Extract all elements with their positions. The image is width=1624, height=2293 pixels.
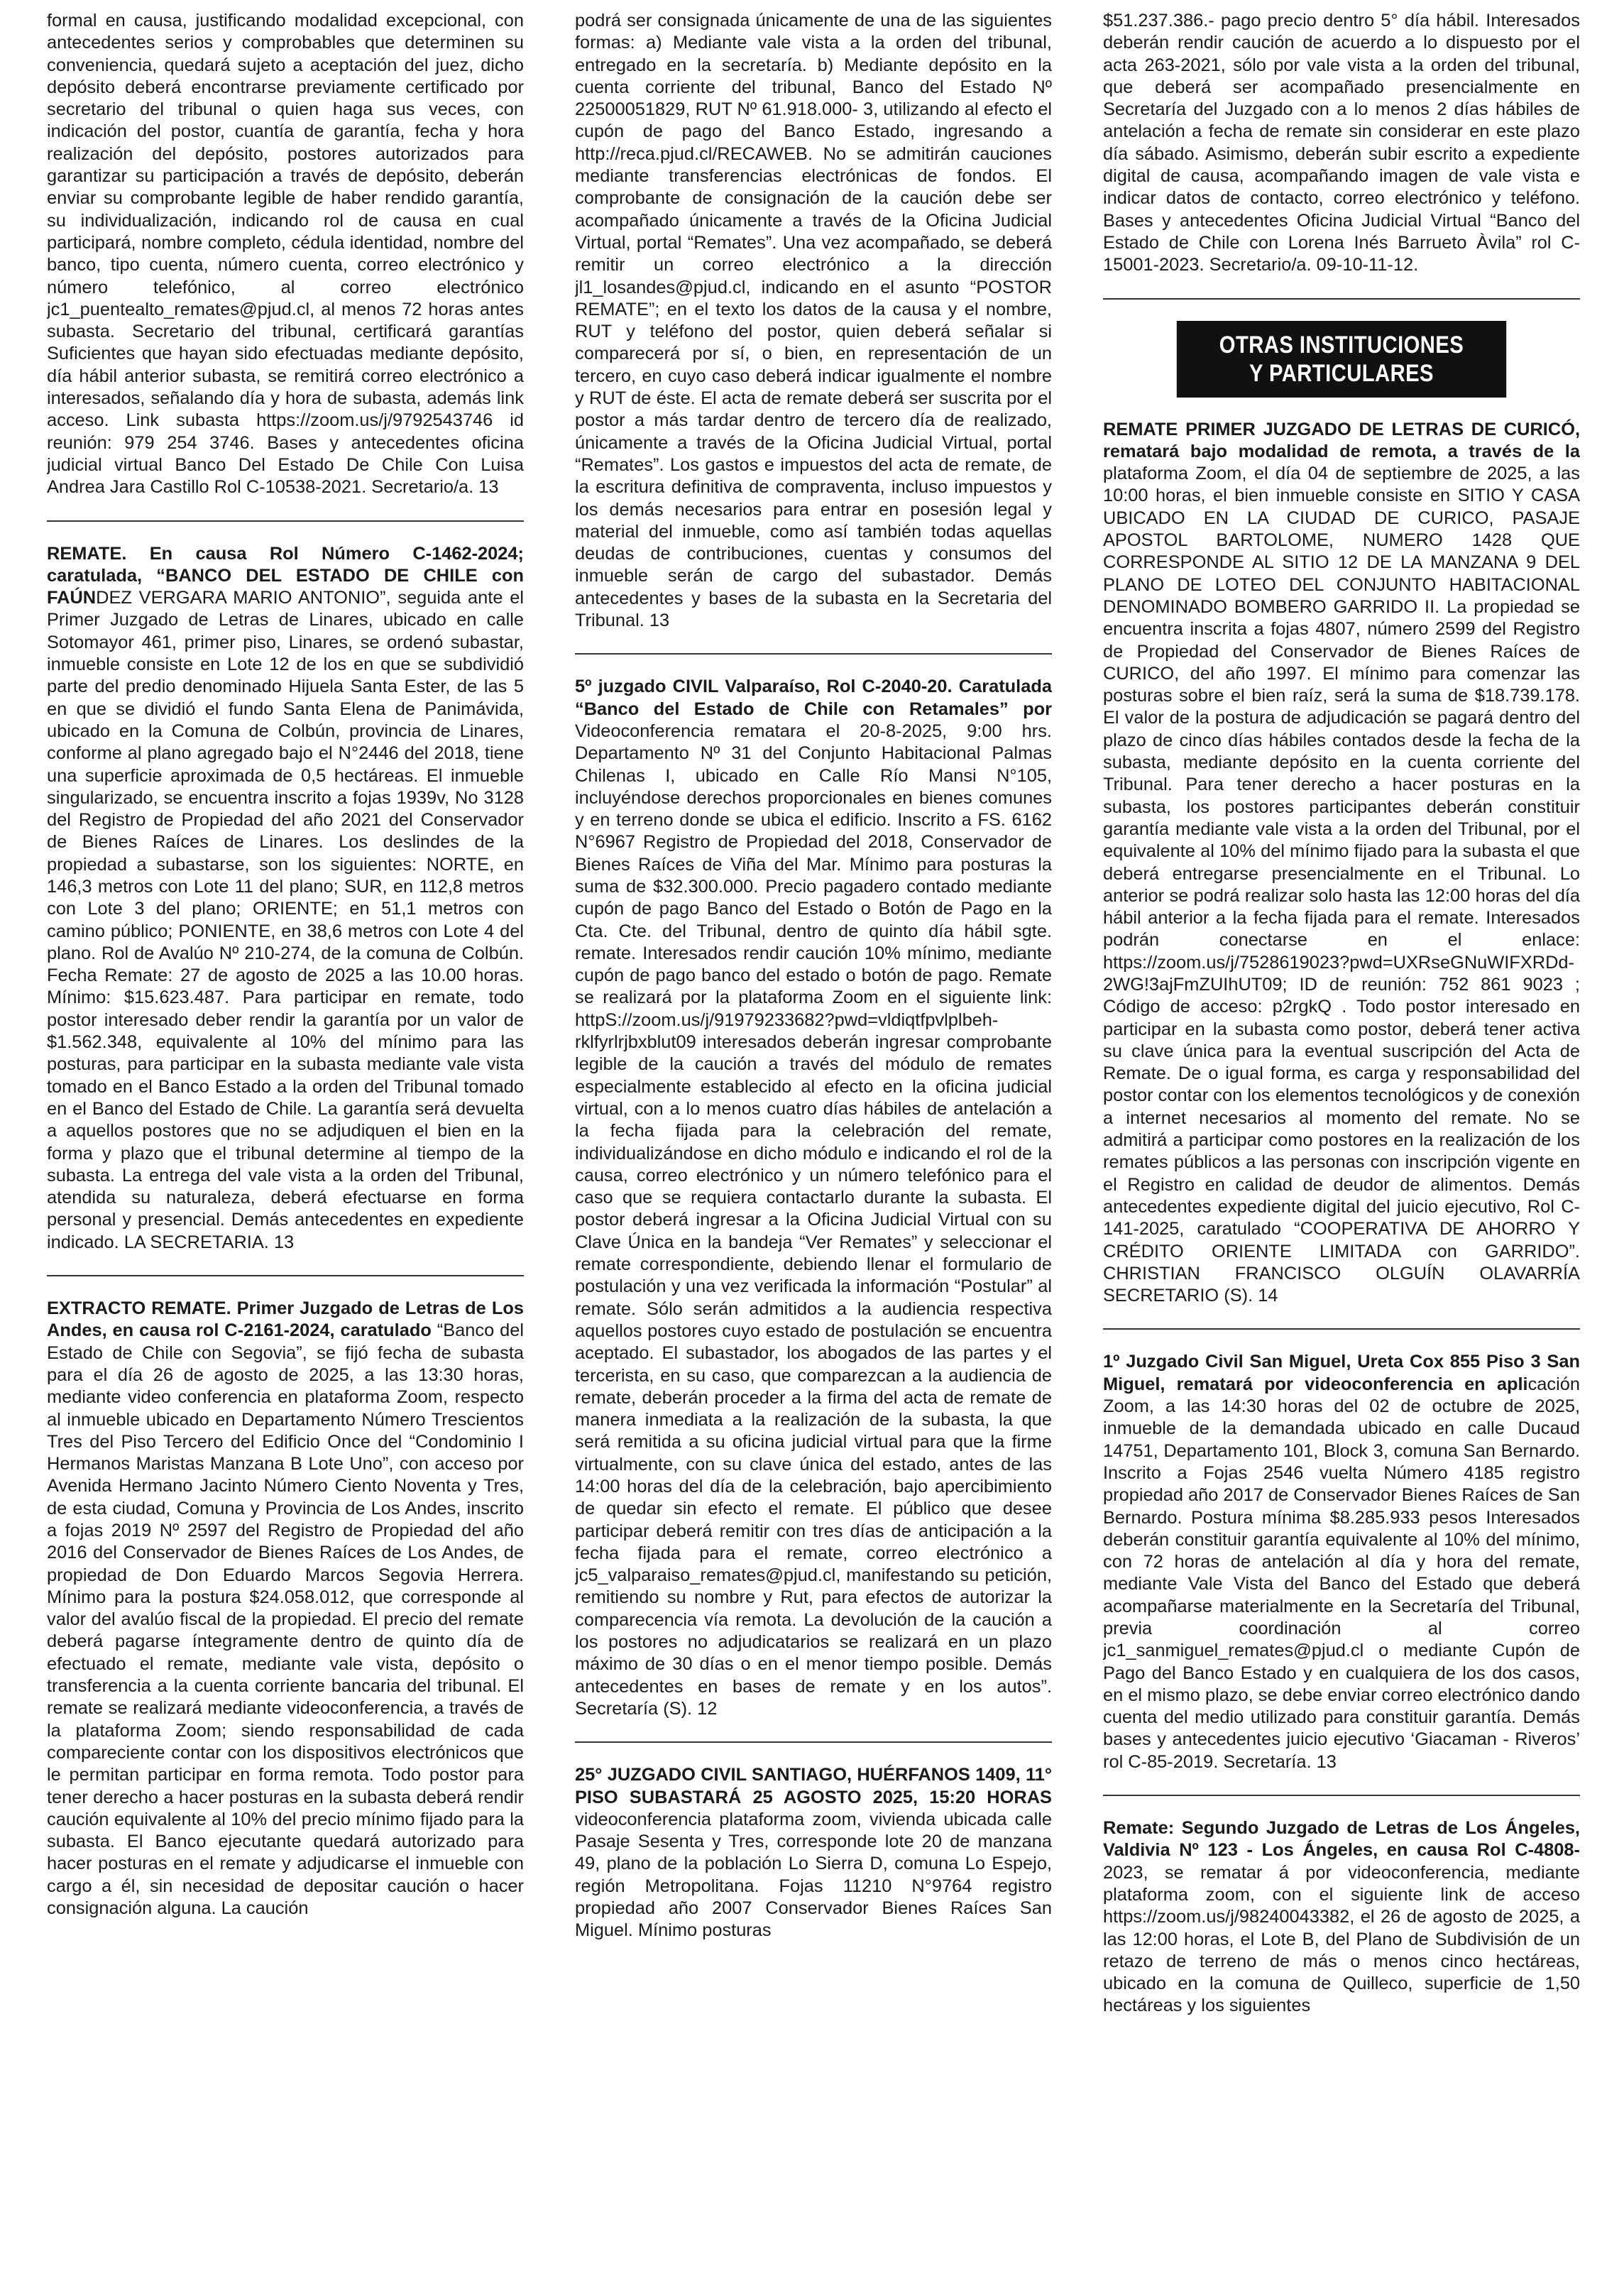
- notice-remate-linares: [47, 543, 524, 1254]
- notice-san-miguel: [1103, 1351, 1580, 1773]
- notice-body: DEZ VERGARA MARIO ANTONIO”, seguida ante el Primer Juzgado de Letras de Linares, ubicado en calle Sotomayor 461, primer piso, Linares, se ordenó subastar, inmueble consiste en Lote 12 de los en que se subdividió parte del predio denominado Hijuela Santa Ester, de las 5 en que se dividió el fundo Santa Elena de Panimávida, ubicado en la Comuna de Colbún, provincia de Linares, conforme al plano agregado bajo el N°2446 del 2018, tiene una superficie aproximada de 0,5 hectáreas. El inmueble singularizado, se encuentra inscrito a fojas 1939v, No 3128 del Registro de Propiedad del año 2021 del Conservador de Bienes Raíces de Linares. Los deslindes de la propiedad a subastarse, son los siguientes: NORTE, en 146,3 metros con Lote 11 del plano; SUR, en 112,8 metros con Lote 3 del plano; ORIENTE; en 51,1 metros con camino público; PONIENTE, en 38,6 metros con Lote 4 del plano. Rol de Avalúo Nº 210-274, de la comuna de Colbún. Fecha Remate: 27 de agosto de 2025 a las 10.00 horas. Mínimo: $15.623.487. Para participar en remate, todo postor interesado deber rendir la garantía por un valor de $1.562.348, equivalente al 10% del mínimo para las posturas, para participar en la subasta mediante vale vista tomado en el Banco Estado a la orden del Tribunal tomado en el Banco del Estado de Chile. La garantía será devuelta a aquellos postores que no se adjudiquen el bien en la forma y plazo que el tribunal determine al tiempo de la subasta. La entrega del vale vista a la orden del Tribunal, atendida su naturaleza, deberá efectuarse en forma personal y presencial. Demás antecedentes en expediente indicado. LA SECRETARIA. 13: [47, 588, 524, 1252]
- notice-continuation: [47, 10, 524, 499]
- notice-body: Videoconferencia rematara el 20-8-2025, 9:00 hrs. Departamento Nº 31 del Conjunto Habitacional Palmas Chilenas I, ubicado en Calle Río Mansi N°105, incluyéndose derechos proporcionales en bienes comunes y en terreno donde se ubica el edificio. Inscrito a FS. 6162 N°6967 Registro de Propiedad del 2018, Conservador de Bienes Raíces de Viña del Mar. Mínimo para posturas la suma de $32.300.000. Precio pagadero contado mediante cupón de pago Banco del Estado o Botón de Pago en la Cta. Cte. del Tribunal, dentro de quinto día hábil sgte. remate. Interesados rendir caución 10% mínimo, mediante cupón de pago banco del estado o botón de pago. Remate se realizará por la plataforma Zoom en el siguiente link: httpS://zoom.us/j/91979233682?pwd=vldiqtfpvlplbeh-rklfyrlrjbxblut09 interesados deberán ingresar comprobante legible de la caución a través del módulo de remates especialmente establecido al efecto en la oficina judicial virtual, con a lo menos cuatro días hábiles de antelación a la fecha fijada para la celebración del remate, individualizándose en dicho módulo e indicando el rol de la causa, correo electrónico y un número telefónico para el caso que se requiera contactarlo durante la subasta. El postor deberá ingresar a la Oficina Judicial Virtual con su Clave Única en la bandeja “Ver Remates” y seleccionar el remate correspondiente, debiendo llenar el formulario de postulación y una vez verificada la información “Postular” al remate. Sólo serán admitidos a la audiencia respectiva aquellos postores cuyo estado de postulación se encuentra aceptado. El subastador, los abogados de las partes y el tercerista, en su caso, que comparezcan a la audiencia de remate, deberán proceder a la firma del acta de remate de manera inmediata a la realización de la subasta, la que será remitida a su oficina judicial virtual para que la firme virtualmente, con su clave única del estado, antes de las 14:00 horas del día de la celebración, bajo apercibimiento de quedar sin efecto el remate. El público que desee participar deberá remitir con tres días de anticipación a la fecha fijada para el remate, correo electrónico a jc5_valparaiso_remates@pjud.cl, manifestando su petición, remitiendo su nombre y Rut, para efectos de autorizar la comparecencia vía remota. La devolución de la caución a los postores no adjudicatarios se realizará en un plazo máximo de 30 días o en el menor tiempo posible. Demás antecedentes en bases de remate y en los autos”. Secretaría (S). 12: [575, 721, 1052, 1719]
- notice-santiago: [575, 1764, 1052, 1942]
- notice-lead: 25° JUZGADO CIVIL SANTIAGO, HUÉRFANOS 1409, 11° PISO SUBASTARÁ 25 AGOSTO 2025, 15:20 HORAS: [575, 1765, 1052, 1807]
- section-heading-line: Y PARTICULARES: [1249, 359, 1434, 387]
- notice-continuation: [575, 10, 1052, 632]
- divider: [47, 1275, 524, 1276]
- notice-lead: EXTRACTO REMATE. Primer Juzgado de Letras de Los Andes, en causa rol C-2161-2024, caratulado: [47, 1298, 524, 1341]
- notice-body: $51.237.386.- pago precio dentro 5° día hábil. Interesados deberán rendir caución de acuerdo a lo dispuesto por el acta 263-2021, sólo por vale vista a la orden del tribunal, que deberá ser acompañado presencialmente en Secretaría del Juzgado con a lo menos 2 días hábiles de antelación a fecha de remate sin considerar en este plazo día sábado. Asimismo, deberán subir escrito a expediente digital de causa, acompañando imagen de vale vista e indicar datos de contacto, correo electrónico y teléfono. Bases y antecedentes Oficina Judicial Virtual “Banco del Estado de Chile con Lorena Inés Barrueto Àvila” rol C-15001-2023. Secretario/a. 09-10-11-12.: [1103, 11, 1580, 275]
- notice-lead: REMATE. En causa Rol Número C-1462-2024; caratulada, “BANCO DEL ESTADO DE CHILE con FAÚN: [47, 543, 524, 608]
- notice-lead: REMATE PRIMER JUZGADO DE LETRAS DE CURICÓ, rematará bajo modalidad de remota, a través de la: [1103, 419, 1580, 461]
- notice-los-angeles: [1103, 1817, 1580, 2018]
- notice-curico: [1103, 419, 1580, 1308]
- notice-body: cación Zoom, a las 14:30 horas del 02 de octubre de 2025, inmueble de la demandada ubicado en calle Ducaud 14751, Departamento 101, Block 3, comuna San Bernardo. Inscrito a Fojas 2546 vuelta Número 4185 registro propiedad año 2017 de Conservador Bienes Raíces de San Bernardo. Postura mínima $8.285.933 pesos Interesados deberán constituir garantía equivalente al 10% del mínimo, con 72 horas de antelación al día y hora del remate, mediante Vale Vista del Banco del Estado que deberá acompañarse materialmente en la Secretaría del Tribunal, previa coordinación al correo jc1_sanmiguel_remates@pjud.cl o mediante Cupón de Pago del Banco Estado y en cualquiera de los dos casos, en el mismo plazo, se debe enviar correo electrónico dando cuenta del medio utilizado para constituir garantía. Demás bases y antecedentes juicio ejecutivo ‘Giacaman - Riveros’ rol C-85-2019. Secretaría. 13: [1103, 1374, 1580, 1772]
- column-1: [47, 10, 524, 2293]
- column-3: [1103, 10, 1580, 2293]
- section-heading: [1177, 321, 1506, 398]
- notice-body: plataforma Zoom, el día 04 de septiembre de 2025, a las 10:00 horas, el bien inmueble consiste en SITIO Y CASA UBICADO EN LA CIUDAD DE CURICO, PASAJE APOSTOL BARTOLOME, NUMERO 1428 QUE CORRESPONDE AL SITIO 12 DE LA MANZANA 9 DEL PLANO DE LOTEO DEL CONJUNTO HABITACIONAL DENOMINADO BOMBERO GARRIDO II. La propiedad se encuentra inscrita a fojas 4807, número 2599 del Registro de Propiedad del Conservador de Bienes Raíces de CURICO, del año 1997. El mínimo para comenzar las posturas sobre el bien raíz, será la suma de $18.739.178. El valor de la postura de adjudicación se pagará dentro del plazo de cinco días hábiles contados desde la fecha de la subasta, mediante depósito en la cuenta corriente del Tribunal. Para tener derecho a hacer posturas en la subasta, los postores participantes deberán constituir garantía mediante vale vista a la orden del Tribunal, por el equivalente al 10% del mínimo fijado para la subasta el que deberá entregarse presencialmente en el Tribunal. Lo anterior se podrá realizar solo hasta las 12:00 horas del día hábil anterior a la fecha fijada para el remate. Interesados podrán conectarse en el enlace: https://zoom.us/j/7528619023?pwd=UXRseGNuWIFXRDd-2WG!3ajFmZUIhUT09; ID de reunión: 752 861 9023 ; Código de acceso: p2rgkQ . Todo postor interesado en participar en la subasta como postor, deberá tener activa su clave única para la eventual suscripción del Acta de Remate. De o igual forma, es carga y responsabilidad del postor contar con los elementos tecnológicos y de conexión a internet necesarios al momento del remate. No se admitirá a participar como postores en la realización de los remates públicos a las personas con inscripción vigente en el Registro en calidad de deudor de alimentos. Demás antecedentes expediente digital del juicio ejecutivo, Rol C-141-2025, caratulado “COOPERATIVA DE AHORRO Y CRÉDITO ORIENTE LIMITADA con GARRIDO”. CHRISTIAN FRANCISCO OLGUÍN OLAVARRÍA SECRETARIO (S). 14: [1103, 464, 1580, 1306]
- notice-lead: 1º Juzgado Civil San Miguel, Ureta Cox 855 Piso 3 San Miguel, rematará por videoconferencia en apli: [1103, 1352, 1580, 1394]
- divider: [575, 653, 1052, 655]
- divider: [575, 1741, 1052, 1743]
- notice-extracto-los-andes: [47, 1298, 524, 1920]
- notice-body: “Banco del Estado de Chile con Segovia”, se fijó fecha de subasta para el día 26 de agosto de 2025, a las 13:30 horas, mediante video conferencia en plataforma Zoom, respecto al inmueble ubicado en Departamento Número Trescientos Tres del Piso Tercero del Edificio Once del “Condominio I Hermanos Maristas Manzana B Lote Uno”, con acceso por Avenida Hermano Jacinto Número Ciento Noventa y Tres, de esta ciudad, Comuna y Provincia de Los Andes, inscrito a fojas 2019 Nº 2597 del Registro de Propiedad del año 2016 del Conservador de Bienes Raíces de Los Andes, de propiedad de Don Eduardo Marcos Segovia Herrera. Mínimo para la postura $24.058.012, que corresponde al valor del avalúo fiscal de la propiedad. El precio del remate deberá pagarse íntegramente dentro de quinto día de efectuado el remate, mediante vale vista, depósito o transferencia a la cuenta corriente bancaria del tribunal. El remate se realizará mediante videoconferencia, a través de la plataforma Zoom; siendo responsabilidad de cada compareciente contar con los dispositivos electrónicos que le permitan participar en forma remota. Todo postor para tener derecho a hacer posturas en la subasta deberá rendir caución equivalente al 10% del precio mínimo fijado para la subasta. El Banco ejecutante quedará autorizado para hacer posturas en el remate y adjudicarse el inmueble con cargo a él, sin necesidad de depositar caución o hacer consignación alguna. La caución: [47, 1320, 524, 1919]
- divider: [1103, 1328, 1580, 1330]
- section-heading-line: OTRAS INSTITUCIONES: [1219, 331, 1464, 359]
- column-2: [575, 10, 1052, 2293]
- notice-continuation: [1103, 10, 1580, 277]
- notice-body: 2023, se rematar á por videoconferencia, mediante plataforma zoom, con el siguiente link de acceso https://zoom.us/j/98240043382, el 26 de agosto de 2025, a las 12:00 horas, el Lote B, del Plano de Subdivisión de un retazo de terreno de más o menos cinco hectáreas, ubicado en la comuna de Quilleco, superficie de 1,50 hectáreas y los siguientes: [1103, 1862, 1580, 2016]
- notice-body: podrá ser consignada únicamente de una de las siguientes formas: a) Mediante vale vista a la orden del tribunal, entregado en la secretaría. b) Mediante depósito en la cuenta corriente del tribunal, Banco del Estado Nº 22500051829, RUT Nº 61.918.000- 3, utilizando al efecto el cupón de pago del Banco Estado, ingresando a http://reca.pjud.cl/RECAWEB. No se admitirán cauciones mediante transferencias electrónicas de fondos. El comprobante de consignación de la caución debe ser acompañado únicamente a través de la Oficina Judicial Virtual, portal “Remates”. Una vez acompañado, se deberá remitir un correo electrónico a la dirección jl1_losandes@pjud.cl, indicando en el asunto “POSTOR REMATE”; en el texto los datos de la causa y el nombre, RUT y teléfono del postor, quien deberá señalar si comparecerá por sí, o bien, en representación de un tercero, en cuyo caso deberá indicar igualmente el nombre y RUT de éste. El acta de remate deberá ser suscrita por el postor a más tardar dentro de tercero día de realizado, únicamente a través de la Oficina Judicial Virtual, portal “Remates”. Los gastos e impuestos del acta de remate, de la escritura definitiva de compraventa, incluso impuestos y los demás necesarios para entrar en posesión legal y material del inmueble, como así también todas aquellas deudas de contribuciones, cuentas y consumos del inmueble serán de cargo del subastador. Demás antecedentes y bases de la subasta en la Secretaria del Tribunal. 13: [575, 11, 1052, 631]
- notice-body: videoconferencia plataforma zoom, vivienda ubicada calle Pasaje Sesenta y Tres, corresponde lote 20 de manzana 49, plano de la población Lo Sierra D, comuna Lo Espejo, región Metropolitana. Fojas 11210 N°9764 registro propiedad año 2007 Conservador Bienes Raíces San Miguel. Mínimo posturas: [575, 1809, 1052, 1941]
- notice-body: formal en causa, justificando modalidad excepcional, con antecedentes serios y comprobables que determinen su conveniencia, quedará sujeto a aceptación del juez, dicho depósito deberá encontrarse previamente certificado por secretario del tribunal o quien haga sus veces, con indicación del postor, cuantía de garantía, fecha y hora realización del depósito, postores autorizados para garantizar su participación a través de depósito, deberán enviar su comprobante legible de haber rendido garantía, su individualización, indicando rol de causa en cual participará, nombre completo, cédula identidad, nombre del banco, tipo cuenta, número cuenta, correo electrónico y número telefónico, al correo electrónico jc1_puentealto_remates@pjud.cl, al menos 72 horas antes subasta. Secretario del tribunal, certificará garantías Suficientes que hayan sido efectuadas mediante depósito, día hábil anterior subasta, se remitirá correo electrónico a interesados, señalando día y hora de subasta, además link acceso. Link subasta https://zoom.us/j/9792543746 id reunión: 979 254 3746. Bases y antecedentes oficina judicial virtual Banco Del Estado De Chile Con Luisa Andrea Jara Castillo Rol C-10538-2021. Secretario/a. 13: [47, 11, 524, 498]
- divider: [1103, 1795, 1580, 1796]
- notice-lead: 5º juzgado CIVIL Valparaíso, Rol C-2040-20. Caratulada “Banco del Estado de Chile con Retamales” por: [575, 677, 1052, 719]
- divider: [1103, 298, 1580, 300]
- divider: [47, 520, 524, 522]
- notice-valparaiso: [575, 676, 1052, 1720]
- notice-lead: Remate: Segundo Juzgado de Letras de Los Ángeles, Valdivia Nº 123 - Los Ángeles, en causa Rol C-4808-: [1103, 1818, 1580, 1861]
